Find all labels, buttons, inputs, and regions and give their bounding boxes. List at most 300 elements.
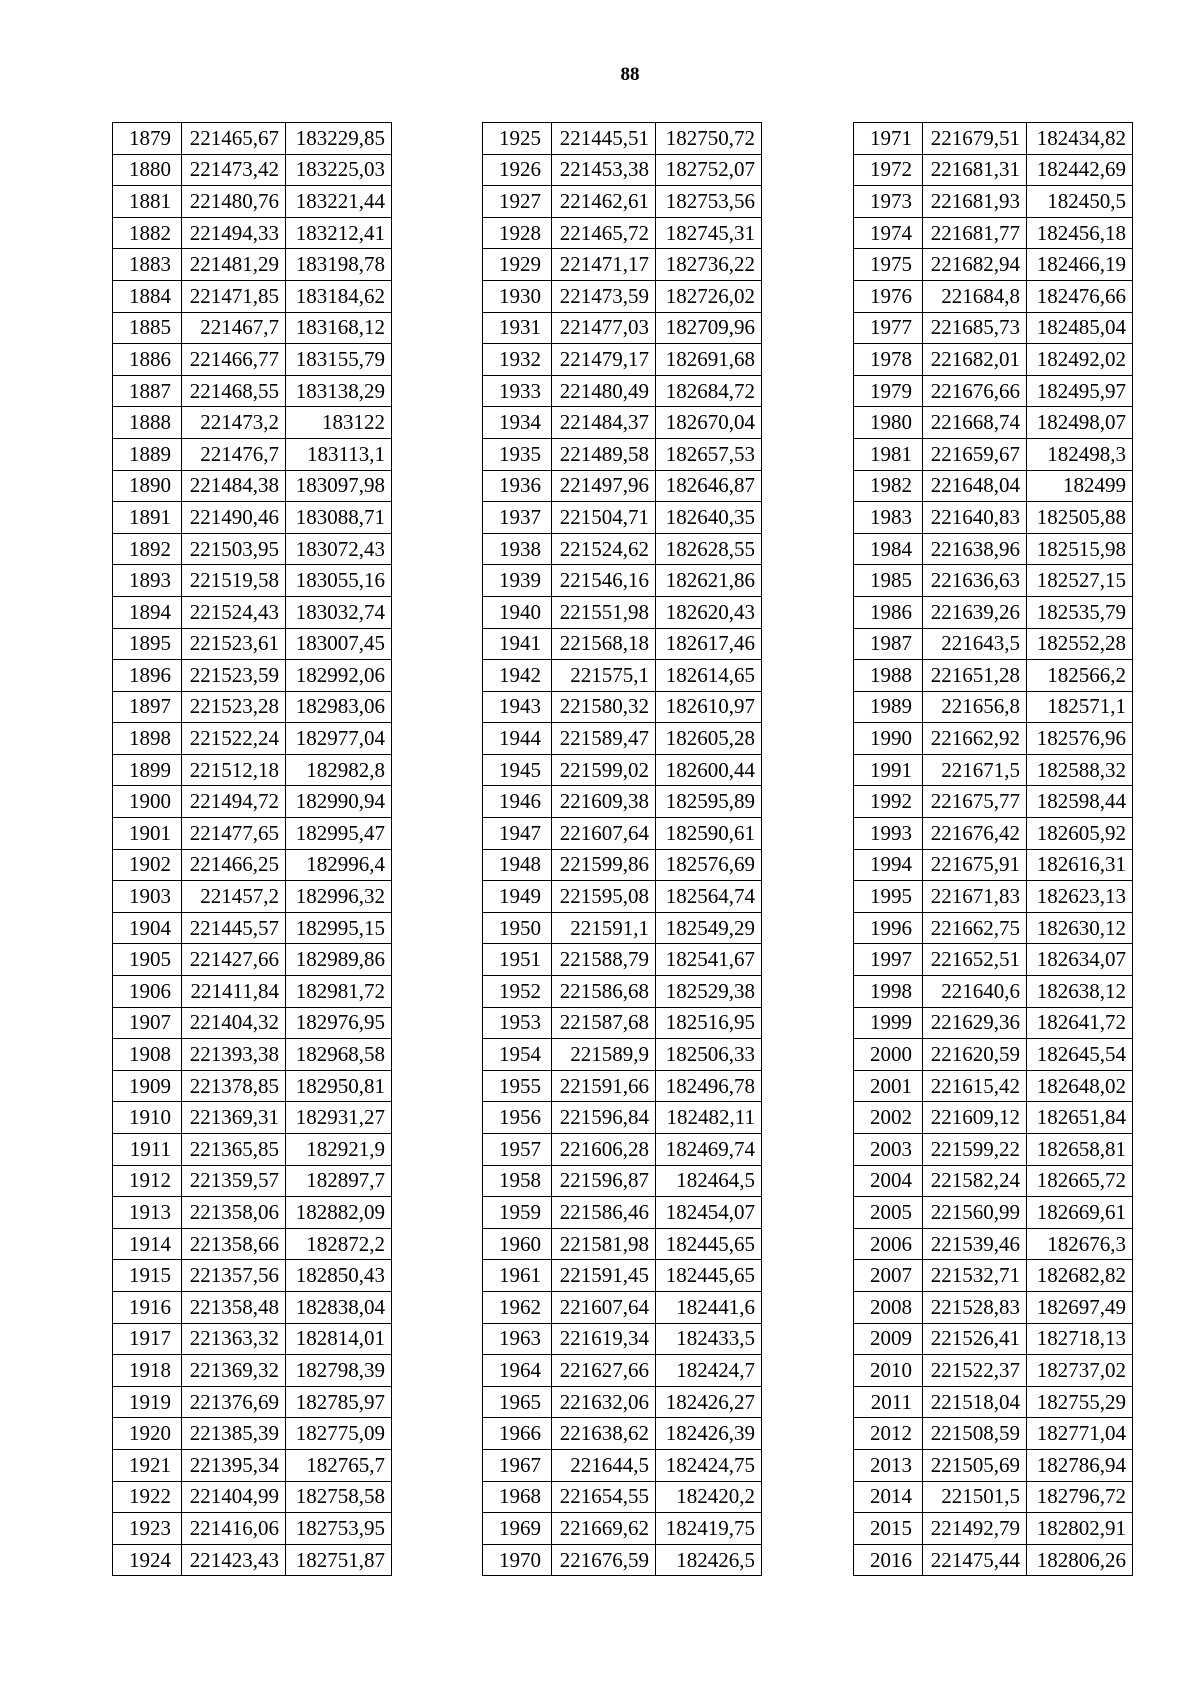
y-coordinate-cell: 182476,66 (1027, 280, 1133, 312)
x-coordinate-cell: 221369,32 (182, 1355, 286, 1387)
point-number-cell: 1988 (854, 660, 923, 692)
table-row (854, 375, 1133, 407)
point-number-cell: 1964 (483, 1355, 552, 1387)
point-number-cell: 1960 (483, 1228, 552, 1260)
table-row (483, 312, 762, 344)
point-number-cell: 2004 (854, 1165, 923, 1197)
y-coordinate-cell: 182745,31 (656, 217, 762, 249)
x-coordinate-cell: 221671,83 (923, 881, 1027, 913)
table-row (113, 944, 392, 976)
point-number-cell: 1891 (113, 502, 182, 534)
y-coordinate-cell: 182496,78 (656, 1070, 762, 1102)
table-row (854, 1260, 1133, 1292)
point-number-cell: 1958 (483, 1165, 552, 1197)
point-number-cell: 2001 (854, 1070, 923, 1102)
y-coordinate-cell: 182495,97 (1027, 375, 1133, 407)
table-row (483, 1544, 762, 1576)
x-coordinate-cell: 221465,72 (552, 217, 656, 249)
point-number-cell: 1939 (483, 565, 552, 597)
point-number-cell: 1889 (113, 438, 182, 470)
x-coordinate-cell: 221546,16 (552, 565, 656, 597)
y-coordinate-cell: 182921,9 (286, 1134, 392, 1166)
y-coordinate-cell: 182564,74 (656, 881, 762, 913)
y-coordinate-cell: 182995,47 (286, 818, 392, 850)
table-row (854, 881, 1133, 913)
point-number-cell: 1934 (483, 407, 552, 439)
y-coordinate-cell: 182990,94 (286, 786, 392, 818)
y-coordinate-cell: 182658,81 (1027, 1134, 1133, 1166)
point-number-cell: 1919 (113, 1386, 182, 1418)
y-coordinate-cell: 182996,32 (286, 881, 392, 913)
point-number-cell: 1892 (113, 533, 182, 565)
x-coordinate-cell: 221427,66 (182, 944, 286, 976)
point-number-cell: 2010 (854, 1355, 923, 1387)
x-coordinate-cell: 221599,22 (923, 1134, 1027, 1166)
x-coordinate-cell: 221523,28 (182, 691, 286, 723)
y-coordinate-cell: 182571,1 (1027, 691, 1133, 723)
y-coordinate-cell: 182989,86 (286, 944, 392, 976)
point-number-cell: 1948 (483, 849, 552, 881)
point-number-cell: 2009 (854, 1323, 923, 1355)
y-coordinate-cell: 182614,65 (656, 660, 762, 692)
point-number-cell: 1900 (113, 786, 182, 818)
x-coordinate-cell: 221467,7 (182, 312, 286, 344)
table-row (854, 691, 1133, 723)
x-coordinate-cell: 221481,29 (182, 249, 286, 281)
x-coordinate-cell: 221676,66 (923, 375, 1027, 407)
table-row (854, 186, 1133, 218)
table-row (483, 123, 762, 155)
y-coordinate-cell: 182670,04 (656, 407, 762, 439)
table-row (854, 438, 1133, 470)
y-coordinate-cell: 182499 (1027, 470, 1133, 502)
table-row (113, 628, 392, 660)
y-coordinate-cell: 182424,75 (656, 1449, 762, 1481)
x-coordinate-cell: 221586,46 (552, 1197, 656, 1229)
table-row (113, 123, 392, 155)
y-coordinate-cell: 182882,09 (286, 1197, 392, 1229)
table-row (113, 565, 392, 597)
x-coordinate-cell: 221685,73 (923, 312, 1027, 344)
y-coordinate-cell: 182755,29 (1027, 1386, 1133, 1418)
x-coordinate-cell: 221453,38 (552, 154, 656, 186)
x-coordinate-cell: 221587,68 (552, 1007, 656, 1039)
y-coordinate-cell: 182753,95 (286, 1513, 392, 1545)
x-coordinate-cell: 221494,72 (182, 786, 286, 818)
x-coordinate-cell: 221465,67 (182, 123, 286, 155)
point-number-cell: 1886 (113, 344, 182, 376)
table-row (483, 1355, 762, 1387)
point-number-cell: 1906 (113, 976, 182, 1008)
y-coordinate-cell: 182552,28 (1027, 628, 1133, 660)
x-coordinate-cell: 221668,74 (923, 407, 1027, 439)
y-coordinate-cell: 182576,96 (1027, 723, 1133, 755)
table-row (854, 1481, 1133, 1513)
table-row (113, 976, 392, 1008)
x-coordinate-cell: 221457,2 (182, 881, 286, 913)
table-row (113, 1007, 392, 1039)
x-coordinate-cell: 221524,43 (182, 596, 286, 628)
x-coordinate-cell: 221568,18 (552, 628, 656, 660)
table-row (483, 691, 762, 723)
y-coordinate-cell: 182718,13 (1027, 1323, 1133, 1355)
x-coordinate-cell: 221480,49 (552, 375, 656, 407)
x-coordinate-cell: 221492,79 (923, 1513, 1027, 1545)
table-row (113, 533, 392, 565)
x-coordinate-cell: 221466,77 (182, 344, 286, 376)
point-number-cell: 2013 (854, 1449, 923, 1481)
y-coordinate-cell: 182669,61 (1027, 1197, 1133, 1229)
y-coordinate-cell: 182445,65 (656, 1228, 762, 1260)
y-coordinate-cell: 183212,41 (286, 217, 392, 249)
y-coordinate-cell: 182931,27 (286, 1102, 392, 1134)
x-coordinate-cell: 221682,01 (923, 344, 1027, 376)
table-row (854, 723, 1133, 755)
point-number-cell: 1987 (854, 628, 923, 660)
x-coordinate-cell: 221359,57 (182, 1165, 286, 1197)
table-row (854, 123, 1133, 155)
point-number-cell: 1902 (113, 849, 182, 881)
x-coordinate-cell: 221669,62 (552, 1513, 656, 1545)
table-row (113, 660, 392, 692)
y-coordinate-cell: 182726,02 (656, 280, 762, 312)
x-coordinate-cell: 221560,99 (923, 1197, 1027, 1229)
point-number-cell: 1907 (113, 1007, 182, 1039)
table-row (483, 217, 762, 249)
point-number-cell: 1947 (483, 818, 552, 850)
table-row (854, 1418, 1133, 1450)
table-row (483, 186, 762, 218)
y-coordinate-cell: 182684,72 (656, 375, 762, 407)
x-coordinate-cell: 221526,41 (923, 1323, 1027, 1355)
y-coordinate-cell: 182588,32 (1027, 754, 1133, 786)
y-coordinate-cell: 182456,18 (1027, 217, 1133, 249)
y-coordinate-cell: 182420,2 (656, 1481, 762, 1513)
point-number-cell: 1972 (854, 154, 923, 186)
y-coordinate-cell: 182610,97 (656, 691, 762, 723)
point-number-cell: 1979 (854, 375, 923, 407)
y-coordinate-cell: 182736,22 (656, 249, 762, 281)
table-row (113, 1355, 392, 1387)
table-row (854, 754, 1133, 786)
table-row (483, 976, 762, 1008)
x-coordinate-cell: 221591,66 (552, 1070, 656, 1102)
x-coordinate-cell: 221471,85 (182, 280, 286, 312)
y-coordinate-cell: 182697,49 (1027, 1291, 1133, 1323)
x-coordinate-cell: 221648,04 (923, 470, 1027, 502)
x-coordinate-cell: 221468,55 (182, 375, 286, 407)
table-row (854, 818, 1133, 850)
y-coordinate-cell: 182802,91 (1027, 1513, 1133, 1545)
y-coordinate-cell: 182651,84 (1027, 1102, 1133, 1134)
table-row (113, 1449, 392, 1481)
point-number-cell: 1963 (483, 1323, 552, 1355)
y-coordinate-cell: 182752,07 (656, 154, 762, 186)
point-number-cell: 2016 (854, 1544, 923, 1576)
table-row (854, 1513, 1133, 1545)
table-row (113, 849, 392, 881)
point-number-cell: 1912 (113, 1165, 182, 1197)
table-row (483, 470, 762, 502)
y-coordinate-cell: 182605,92 (1027, 818, 1133, 850)
y-coordinate-cell: 182628,55 (656, 533, 762, 565)
table-row (854, 1449, 1133, 1481)
table-row (483, 565, 762, 597)
x-coordinate-cell: 221476,7 (182, 438, 286, 470)
table-row (483, 502, 762, 534)
x-coordinate-cell: 221607,64 (552, 1291, 656, 1323)
y-coordinate-cell: 182535,79 (1027, 596, 1133, 628)
x-coordinate-cell: 221358,06 (182, 1197, 286, 1229)
x-coordinate-cell: 221501,5 (923, 1481, 1027, 1513)
point-number-cell: 1909 (113, 1070, 182, 1102)
y-coordinate-cell: 182751,87 (286, 1544, 392, 1576)
y-coordinate-cell: 182785,97 (286, 1386, 392, 1418)
y-coordinate-cell: 182640,35 (656, 502, 762, 534)
point-number-cell: 1883 (113, 249, 182, 281)
y-coordinate-cell: 182426,39 (656, 1418, 762, 1450)
table-row (483, 1260, 762, 1292)
table-row (113, 1291, 392, 1323)
table-row (113, 217, 392, 249)
point-number-cell: 1967 (483, 1449, 552, 1481)
y-coordinate-cell: 182645,54 (1027, 1039, 1133, 1071)
point-number-cell: 1880 (113, 154, 182, 186)
point-number-cell: 2015 (854, 1513, 923, 1545)
table-row (483, 1070, 762, 1102)
y-coordinate-cell: 183055,16 (286, 565, 392, 597)
x-coordinate-cell: 221682,94 (923, 249, 1027, 281)
table-row (483, 154, 762, 186)
point-number-cell: 1984 (854, 533, 923, 565)
y-coordinate-cell: 182529,38 (656, 976, 762, 1008)
point-number-cell: 2014 (854, 1481, 923, 1513)
x-coordinate-cell: 221497,96 (552, 470, 656, 502)
y-coordinate-cell: 182657,53 (656, 438, 762, 470)
table-row (113, 881, 392, 913)
table-row (483, 723, 762, 755)
point-number-cell: 1936 (483, 470, 552, 502)
y-coordinate-cell: 182634,07 (1027, 944, 1133, 976)
y-coordinate-cell: 182992,06 (286, 660, 392, 692)
x-coordinate-cell: 221609,12 (923, 1102, 1027, 1134)
table-row (854, 912, 1133, 944)
y-coordinate-cell: 182995,15 (286, 912, 392, 944)
x-coordinate-cell: 221580,32 (552, 691, 656, 723)
y-coordinate-cell: 182605,28 (656, 723, 762, 755)
x-coordinate-cell: 221404,99 (182, 1481, 286, 1513)
y-coordinate-cell: 182426,27 (656, 1386, 762, 1418)
table-row (113, 375, 392, 407)
y-coordinate-cell: 182806,26 (1027, 1544, 1133, 1576)
x-coordinate-cell: 221494,33 (182, 217, 286, 249)
x-coordinate-cell: 221524,62 (552, 533, 656, 565)
point-number-cell: 1897 (113, 691, 182, 723)
point-number-cell: 1929 (483, 249, 552, 281)
x-coordinate-cell: 221522,24 (182, 723, 286, 755)
x-coordinate-cell: 221508,59 (923, 1418, 1027, 1450)
x-coordinate-cell: 221411,84 (182, 976, 286, 1008)
point-number-cell: 1922 (113, 1481, 182, 1513)
point-number-cell: 2006 (854, 1228, 923, 1260)
table-row (854, 849, 1133, 881)
point-number-cell: 1989 (854, 691, 923, 723)
y-coordinate-cell: 183032,74 (286, 596, 392, 628)
table-row (113, 596, 392, 628)
point-number-cell: 1938 (483, 533, 552, 565)
y-coordinate-cell: 183097,98 (286, 470, 392, 502)
point-number-cell: 1955 (483, 1070, 552, 1102)
y-coordinate-cell: 182765,7 (286, 1449, 392, 1481)
table-row (854, 1386, 1133, 1418)
x-coordinate-cell: 221644,5 (552, 1449, 656, 1481)
y-coordinate-cell: 183229,85 (286, 123, 392, 155)
x-coordinate-cell: 221675,91 (923, 849, 1027, 881)
x-coordinate-cell: 221651,28 (923, 660, 1027, 692)
y-coordinate-cell: 182549,29 (656, 912, 762, 944)
table-row (854, 407, 1133, 439)
point-number-cell: 2011 (854, 1386, 923, 1418)
point-number-cell: 2002 (854, 1102, 923, 1134)
point-number-cell: 1881 (113, 186, 182, 218)
table-row (854, 344, 1133, 376)
point-number-cell: 1898 (113, 723, 182, 755)
point-number-cell: 1913 (113, 1197, 182, 1229)
table-row (854, 976, 1133, 1008)
table-row (113, 786, 392, 818)
x-coordinate-cell: 221471,17 (552, 249, 656, 281)
table-row (854, 1165, 1133, 1197)
y-coordinate-cell: 182515,98 (1027, 533, 1133, 565)
coordinates-table-3 (853, 122, 1133, 1576)
table-row (854, 1197, 1133, 1229)
x-coordinate-cell: 221596,87 (552, 1165, 656, 1197)
x-coordinate-cell: 221378,85 (182, 1070, 286, 1102)
x-coordinate-cell: 221551,98 (552, 596, 656, 628)
point-number-cell: 1982 (854, 470, 923, 502)
point-number-cell: 1916 (113, 1291, 182, 1323)
y-coordinate-cell: 182492,02 (1027, 344, 1133, 376)
x-coordinate-cell: 221489,58 (552, 438, 656, 470)
y-coordinate-cell: 182621,86 (656, 565, 762, 597)
point-number-cell: 1965 (483, 1386, 552, 1418)
x-coordinate-cell: 221627,66 (552, 1355, 656, 1387)
point-number-cell: 1943 (483, 691, 552, 723)
point-number-cell: 1901 (113, 818, 182, 850)
table-row (854, 786, 1133, 818)
point-number-cell: 1976 (854, 280, 923, 312)
y-coordinate-cell: 182737,02 (1027, 1355, 1133, 1387)
y-coordinate-cell: 182753,56 (656, 186, 762, 218)
point-number-cell: 1928 (483, 217, 552, 249)
point-number-cell: 1917 (113, 1323, 182, 1355)
y-coordinate-cell: 182981,72 (286, 976, 392, 1008)
point-number-cell: 1966 (483, 1418, 552, 1450)
table-row (113, 1323, 392, 1355)
table-row (483, 1197, 762, 1229)
x-coordinate-cell: 221676,59 (552, 1544, 656, 1576)
point-number-cell: 1914 (113, 1228, 182, 1260)
table-row (854, 1544, 1133, 1576)
y-coordinate-cell: 183138,29 (286, 375, 392, 407)
table-row (854, 217, 1133, 249)
point-number-cell: 1915 (113, 1260, 182, 1292)
y-coordinate-cell: 183113,1 (286, 438, 392, 470)
y-coordinate-cell: 182469,74 (656, 1134, 762, 1166)
y-coordinate-cell: 182665,72 (1027, 1165, 1133, 1197)
point-number-cell: 1882 (113, 217, 182, 249)
y-coordinate-cell: 182623,13 (1027, 881, 1133, 913)
x-coordinate-cell: 221640,83 (923, 502, 1027, 534)
point-number-cell: 1992 (854, 786, 923, 818)
table-row (113, 312, 392, 344)
x-coordinate-cell: 221503,95 (182, 533, 286, 565)
x-coordinate-cell: 221591,1 (552, 912, 656, 944)
point-number-cell: 1959 (483, 1197, 552, 1229)
table-row (113, 470, 392, 502)
point-number-cell: 1920 (113, 1418, 182, 1450)
table-row (113, 1544, 392, 1576)
point-number-cell: 1924 (113, 1544, 182, 1576)
y-coordinate-cell: 182682,82 (1027, 1260, 1133, 1292)
table-row (483, 1102, 762, 1134)
y-coordinate-cell: 182498,07 (1027, 407, 1133, 439)
y-coordinate-cell: 182595,89 (656, 786, 762, 818)
point-number-cell: 2012 (854, 1418, 923, 1450)
point-number-cell: 1998 (854, 976, 923, 1008)
y-coordinate-cell: 182646,87 (656, 470, 762, 502)
x-coordinate-cell: 221473,2 (182, 407, 286, 439)
table-row (483, 1039, 762, 1071)
x-coordinate-cell: 221519,58 (182, 565, 286, 597)
y-coordinate-cell: 183221,44 (286, 186, 392, 218)
x-coordinate-cell: 221445,57 (182, 912, 286, 944)
y-coordinate-cell: 182419,75 (656, 1513, 762, 1545)
point-number-cell: 1885 (113, 312, 182, 344)
x-coordinate-cell: 221659,67 (923, 438, 1027, 470)
table-row (113, 280, 392, 312)
table-row (854, 596, 1133, 628)
x-coordinate-cell: 221423,43 (182, 1544, 286, 1576)
x-coordinate-cell: 221376,69 (182, 1386, 286, 1418)
x-coordinate-cell: 221365,85 (182, 1134, 286, 1166)
point-number-cell: 1952 (483, 976, 552, 1008)
x-coordinate-cell: 221484,38 (182, 470, 286, 502)
y-coordinate-cell: 182450,5 (1027, 186, 1133, 218)
x-coordinate-cell: 221504,71 (552, 502, 656, 534)
table-row (483, 1418, 762, 1450)
x-coordinate-cell: 221636,63 (923, 565, 1027, 597)
x-coordinate-cell: 221676,42 (923, 818, 1027, 850)
y-coordinate-cell: 183184,62 (286, 280, 392, 312)
x-coordinate-cell: 221591,45 (552, 1260, 656, 1292)
point-number-cell: 1944 (483, 723, 552, 755)
point-number-cell: 1925 (483, 123, 552, 155)
x-coordinate-cell: 221599,86 (552, 849, 656, 881)
table-row (113, 1102, 392, 1134)
x-coordinate-cell: 221575,1 (552, 660, 656, 692)
table-row (854, 1070, 1133, 1102)
point-number-cell: 1895 (113, 628, 182, 660)
x-coordinate-cell: 221681,93 (923, 186, 1027, 218)
point-number-cell: 1932 (483, 344, 552, 376)
y-coordinate-cell: 183168,12 (286, 312, 392, 344)
table-row (483, 944, 762, 976)
y-coordinate-cell: 182600,44 (656, 754, 762, 786)
table-row (113, 723, 392, 755)
x-coordinate-cell: 221357,56 (182, 1260, 286, 1292)
x-coordinate-cell: 221475,44 (923, 1544, 1027, 1576)
